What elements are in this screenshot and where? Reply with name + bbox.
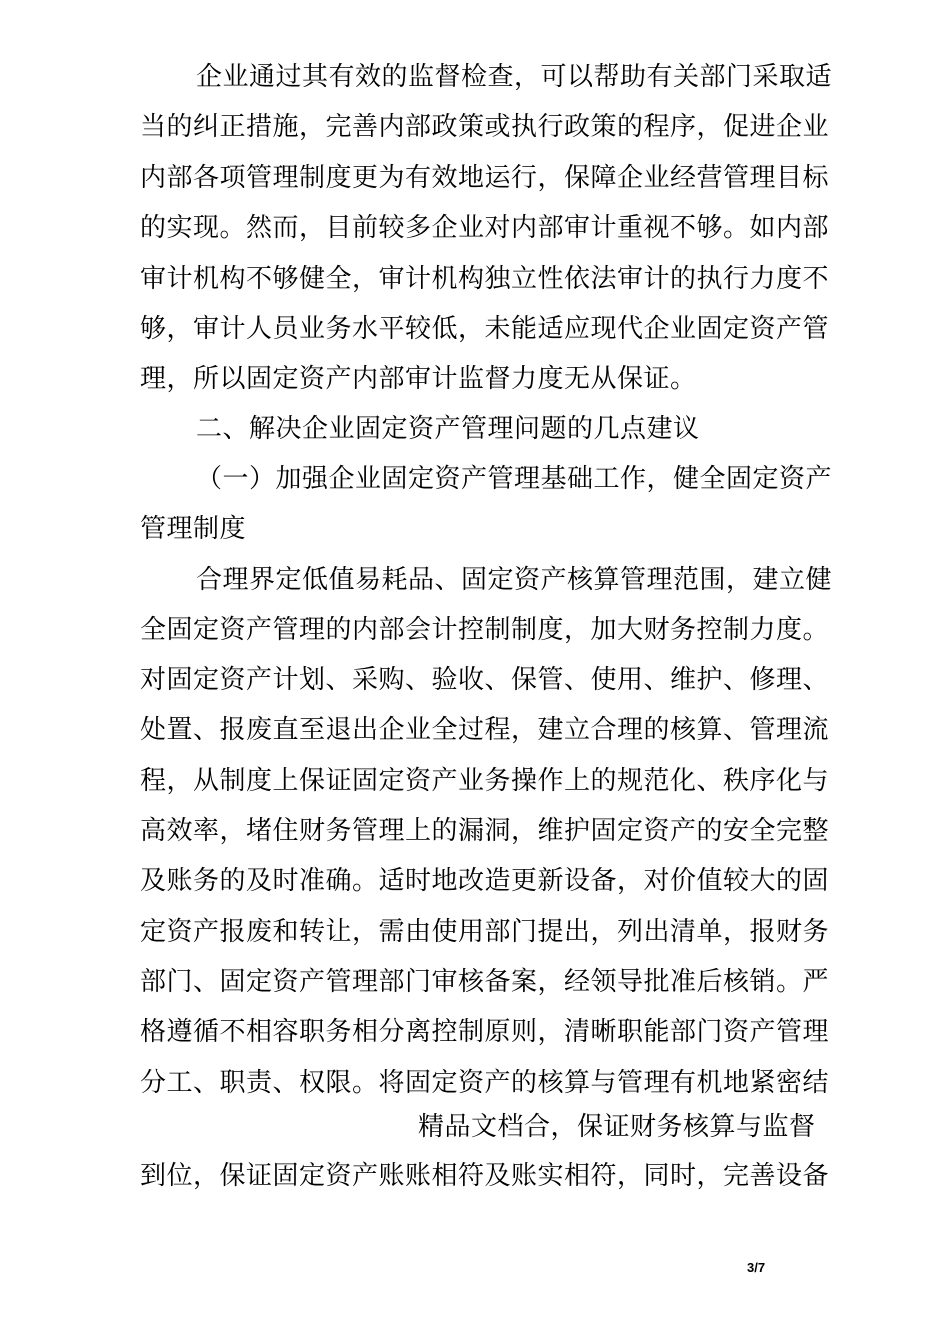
paragraph-line: 格遵循不相容职务相分离控制原则，清晰职能部门资产管理 [140,1017,830,1047]
paragraph-line: 的实现。然而，目前较多企业对内部审计重视不够。如内部 [140,213,830,243]
section-heading: 二、解决企业固定资产管理问题的几点建议 [196,414,700,444]
paragraph-line: 审计机构不够健全，审计机构独立性依法审计的执行力度不 [140,264,830,294]
paragraph-line: 够，审计人员业务水平较低，未能适应现代企业固定资产管 [140,314,830,344]
paragraph-line: 理，所以固定资产内部审计监督力度无从保证。 [140,364,697,394]
paragraph-line: 定资产报废和转让，需由使用部门提出，列出清单，报财务 [140,917,830,947]
paragraph-line: 处置、报废直至退出企业全过程，建立合理的核算、管理流 [140,715,830,745]
subsection-heading-continuation: 管理制度 [140,514,247,544]
paragraph-line: 当的纠正措施，完善内部政策或执行政策的程序，促进企业 [140,112,830,142]
paragraph-line: 全固定资产管理的内部会计控制制度，加大财务控制力度。 [140,615,830,645]
paragraph-line: 高效率，堵住财务管理上的漏洞，维护固定资产的安全完整 [140,816,830,846]
paragraph-line: 合理界定低值易耗品、固定资产核算管理范围，建立健 [196,565,833,595]
paragraph-line: 对固定资产计划、采购、验收、保管、使用、维护、修理、 [140,665,830,695]
paragraph-line: 到位，保证固定资产账账相符及账实相符，同时，完善设备 [140,1161,830,1191]
paragraph-line: 程，从制度上保证固定资产业务操作上的规范化、秩序化与 [140,766,830,796]
subsection-heading: （一）加强企业固定资产管理基础工作，健全固定资产 [196,464,833,494]
paragraph-line: 部门、固定资产管理部门审核备案，经领导批准后核销。严 [140,967,830,997]
page-number: 3/7 [747,1260,766,1275]
paragraph-line: 内部各项管理制度更为有效地运行，保障企业经营管理目标 [140,163,830,193]
paragraph-line: 及账务的及时准确。适时地改造更新设备，对价值较大的固 [140,866,830,896]
paragraph-line: 精品文档合，保证财务核算与监督 [418,1112,816,1142]
paragraph-line: 分工、职责、权限。将固定资产的核算与管理有机地紧密结 [140,1068,830,1098]
paragraph-line: 企业通过其有效的监督检查，可以帮助有关部门采取适 [196,62,833,92]
